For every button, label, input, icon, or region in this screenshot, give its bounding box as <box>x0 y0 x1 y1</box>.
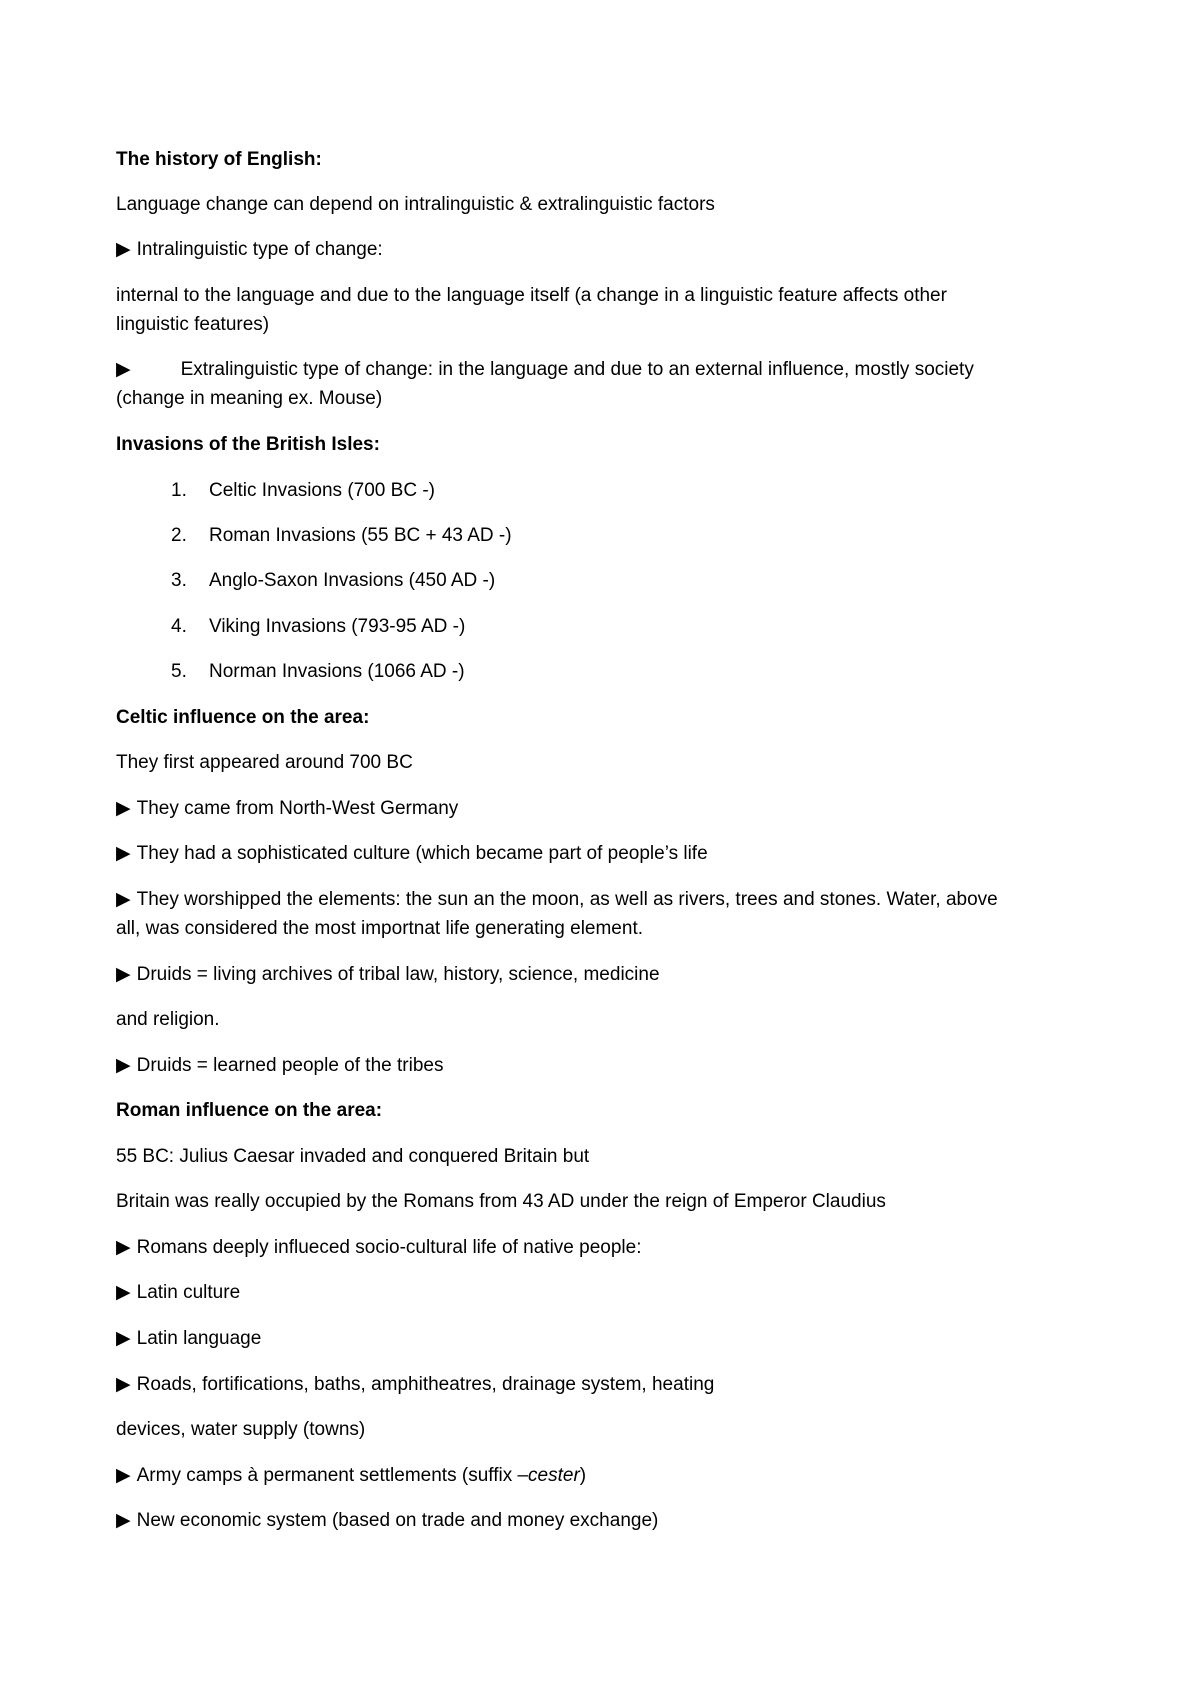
intra-text-2: linguistic features) <box>116 314 270 335</box>
triangle-bullet-icon: ▶ <box>116 1374 131 1395</box>
list-number: 2. <box>171 525 187 546</box>
celtic-bullet-4: ▶ Druids = living archives of tribal law, history, science, medicine <box>116 964 660 985</box>
roman-bullet-2: ▶ Latin culture <box>116 1282 241 1303</box>
extra-bullet <box>116 358 974 381</box>
roman-text-1: 55 BC: Julius Caesar invaded and conquered Britain but <box>116 1146 590 1167</box>
triangle-bullet-icon: ▶ <box>116 798 131 819</box>
triangle-bullet-icon: ▶ <box>116 1510 131 1531</box>
celtic-bullet-3: ▶ They worshipped the elements: the sun an the moon, as well as rivers, trees and stones. Water, above <box>116 889 998 910</box>
list-number: 5. <box>171 661 187 682</box>
triangle-bullet-icon: ▶ <box>116 843 131 864</box>
celtic-bullet-2: ▶ They had a sophisticated culture (which became part of people’s life <box>116 843 708 864</box>
intra-text-1: internal to the language and due to the language itself (a change in a linguistic feature affects other <box>116 285 947 306</box>
celtic-first: They first appeared around 700 BC <box>116 752 413 773</box>
triangle-bullet-icon: ▶ <box>116 359 131 380</box>
triangle-bullet-icon: ▶ <box>116 1465 131 1486</box>
intra-heading: Intralinguistic type of change: <box>136 239 383 260</box>
suffix-italic: cester <box>528 1465 580 1486</box>
roman-bullet-4-cont: devices, water supply (towns) <box>116 1419 366 1440</box>
extra-text-2: (change in meaning ex. Mouse) <box>116 388 383 409</box>
celtic-bullet-1: ▶ They came from North-West Germany <box>116 798 459 819</box>
intro-text: Language change can depend on intralinguistic & extralinguistic factors <box>116 194 715 215</box>
list-text: Viking Invasions (793-95 AD -) <box>209 616 466 637</box>
roman-bullet-5: ▶ Army camps à permanent settlements (suffix –cester) <box>116 1465 587 1486</box>
triangle-bullet-icon: ▶ <box>116 1282 131 1303</box>
list-text: Celtic Invasions (700 BC -) <box>209 480 435 501</box>
celtic-bullet-3-cont: all, was considered the most importnat life generating element. <box>116 918 643 939</box>
roman-bullet-3: ▶ Latin language <box>116 1328 262 1349</box>
roman-text-2: Britain was really occupied by the Romans from 43 AD under the reign of Emperor Claudius <box>116 1191 886 1212</box>
celtic-heading: Celtic influence on the area: <box>116 707 370 728</box>
list-number: 1. <box>171 480 187 501</box>
roman-bullet-1: ▶ Romans deeply influeced socio-cultural life of native people: <box>116 1237 642 1258</box>
list-number: 4. <box>171 616 187 637</box>
list-text: Norman Invasions (1066 AD -) <box>209 661 465 682</box>
triangle-bullet-icon: ▶ <box>116 1328 131 1349</box>
roman-heading: Roman influence on the area: <box>116 1100 383 1121</box>
invasions-heading: Invasions of the British Isles: <box>116 434 380 455</box>
triangle-bullet-icon: ▶ <box>116 1237 131 1258</box>
list-text: Roman Invasions (55 BC + 43 AD -) <box>209 525 512 546</box>
roman-bullet-4: ▶ Roads, fortifications, baths, amphitheatres, drainage system, heating <box>116 1374 715 1395</box>
doc-title: The history of English: <box>116 149 322 170</box>
triangle-bullet-icon: ▶ <box>116 889 131 910</box>
list-text: Anglo-Saxon Invasions (450 AD -) <box>209 570 496 591</box>
extra-text-1: Extralinguistic type of change: in the language and due to an external influence, mostly society <box>180 359 974 380</box>
celtic-bullet-4-cont: and religion. <box>116 1009 220 1030</box>
triangle-bullet-icon: ▶ <box>116 1055 131 1076</box>
celtic-bullet-5: ▶ Druids = learned people of the tribes <box>116 1055 444 1076</box>
triangle-bullet-icon: ▶ <box>116 239 131 260</box>
list-number: 3. <box>171 570 187 591</box>
roman-bullet-6: ▶ New economic system (based on trade and money exchange) <box>116 1510 659 1531</box>
triangle-bullet-icon: ▶ <box>116 964 131 985</box>
intra-bullet <box>116 238 383 261</box>
